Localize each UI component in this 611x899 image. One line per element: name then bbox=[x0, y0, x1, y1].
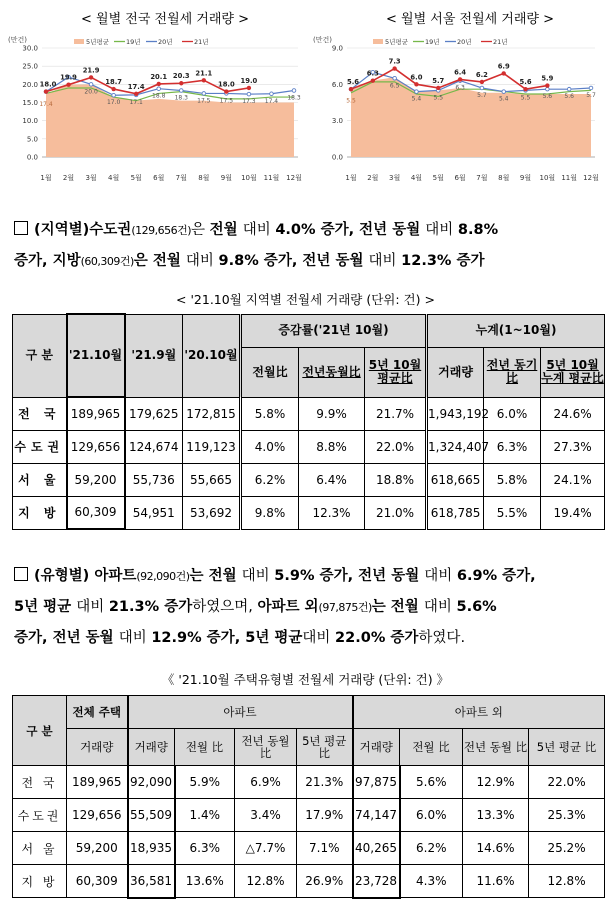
data-label-20: 17.0 bbox=[106, 99, 121, 107]
type-summary: (유형별) 아파트(92,090건)는 전월 대비 5.9% 증가, 전년 동월 대비 6.9% 증가, 5년 평균 대비 21.3% 증가하였으며, 아파트 외(97,875건)는 전월 대비 5.6% 증가, 전년 동월 대비 12.9% 증가, 5년 평균대비 22.0% 증가하였다. bbox=[14, 568, 536, 646]
col-cum-vol: 거래량 bbox=[427, 347, 484, 397]
col2-apt-mom: 전월 比 bbox=[175, 729, 235, 766]
cell-apt_5y: 21.3% bbox=[297, 766, 353, 799]
cell-non_yoy: 13.3% bbox=[463, 799, 529, 832]
point-21 bbox=[247, 86, 251, 90]
x-tick-label: 3월 bbox=[85, 174, 97, 182]
data-label-20: 18.3 bbox=[174, 94, 188, 102]
cell-mom: 5.8% bbox=[241, 397, 299, 430]
data-label-21: 5.7 bbox=[432, 76, 445, 85]
point-20 bbox=[589, 86, 593, 90]
col-5y: 5년 10월 평균比 bbox=[365, 347, 427, 397]
data-label-20: 5.7 bbox=[586, 91, 596, 99]
table-row bbox=[13, 865, 605, 898]
point-21 bbox=[392, 66, 396, 70]
cell-cum_yoy: 5.5% bbox=[484, 496, 541, 529]
cell-non_mom: 6.0% bbox=[400, 799, 463, 832]
data-label-21: 21.9 bbox=[82, 66, 100, 75]
cell-cur: 129,656 bbox=[67, 430, 125, 463]
data-label-21: 5.6 bbox=[519, 78, 532, 87]
cell-non: 97,875 bbox=[353, 766, 400, 799]
cell-total: 189,965 bbox=[67, 766, 128, 799]
x-tick-label: 2월 bbox=[62, 174, 75, 182]
col2-apt-yoy: 전년 동월 比 bbox=[235, 729, 297, 766]
cell-cum_yoy: 6.0% bbox=[484, 397, 541, 430]
point-20 bbox=[546, 87, 550, 91]
cell-non_mom: 6.2% bbox=[400, 832, 463, 865]
data-label-21: 21.1 bbox=[195, 69, 213, 78]
x-tick-label: 6월 bbox=[153, 174, 165, 182]
data-label-20: 17.1 bbox=[129, 98, 143, 106]
point-20 bbox=[393, 76, 397, 80]
y-tick-label: 25.0 bbox=[22, 62, 38, 71]
y-tick-label: 10.0 bbox=[22, 117, 38, 126]
col-prev: '21.9월 bbox=[125, 314, 183, 397]
point-20 bbox=[292, 89, 296, 93]
cell-prev: 54,951 bbox=[125, 496, 183, 529]
y-tick-label: 30.0 bbox=[22, 44, 38, 53]
x-tick-label: 5월 bbox=[130, 174, 142, 182]
table-row bbox=[13, 766, 605, 799]
cell-cum_yoy: 6.3% bbox=[484, 430, 541, 463]
y-tick-label: 3.0 bbox=[331, 117, 343, 126]
table-row bbox=[13, 397, 605, 430]
data-label-20: 6.3 bbox=[455, 84, 465, 92]
data-label-21: 18.7 bbox=[105, 78, 123, 87]
cell-apt_yoy: 12.8% bbox=[235, 865, 297, 898]
point-20 bbox=[270, 92, 274, 96]
legend-swatch bbox=[373, 39, 383, 44]
cell-non: 74,147 bbox=[353, 799, 400, 832]
x-tick-label: 10월 bbox=[539, 174, 556, 182]
data-label-21: 17.4 bbox=[127, 82, 145, 91]
point-21 bbox=[224, 89, 228, 93]
x-tick-label: 1월 bbox=[40, 174, 52, 182]
legend-entry: 19년 bbox=[425, 38, 440, 46]
cell-non_5y: 25.3% bbox=[529, 799, 605, 832]
point-21 bbox=[66, 82, 70, 86]
data-label-21: 6.4 bbox=[454, 68, 467, 77]
col2-apt-vol: 거래량 bbox=[128, 729, 175, 766]
data-label-21: 18.0 bbox=[217, 80, 235, 89]
point-20 bbox=[415, 90, 419, 94]
cell-non_mom: 4.3% bbox=[400, 865, 463, 898]
col2-apt-5y: 5년 평균 比 bbox=[297, 729, 353, 766]
legend-entry: 5년평균 bbox=[86, 38, 109, 46]
x-tick-label: 2월 bbox=[367, 174, 379, 182]
table1-caption: < '21.10월 지역별 전월세 거래량 (단위: 건) > bbox=[176, 292, 435, 307]
y-tick-label: 15.0 bbox=[22, 99, 38, 107]
cell-apt: 36,581 bbox=[128, 865, 175, 898]
x-tick-label: 9월 bbox=[519, 174, 532, 182]
cell-non_yoy: 14.6% bbox=[463, 832, 529, 865]
data-label-20: 5.5 bbox=[433, 94, 444, 102]
x-tick-label: 6월 bbox=[454, 174, 466, 182]
cell-cur: 189,965 bbox=[67, 397, 125, 430]
cell-lastyr: 55,665 bbox=[183, 463, 241, 496]
y-tick-label: 0.0 bbox=[26, 153, 38, 162]
cell-apt_mom: 1.4% bbox=[175, 799, 235, 832]
cell-apt_mom: 5.9% bbox=[175, 766, 235, 799]
data-label-21: 18.0 bbox=[39, 80, 57, 89]
cell-avg5: 18.8% bbox=[365, 463, 427, 496]
cell-non_5y: 12.8% bbox=[529, 865, 605, 898]
cell-cum_5y: 24.6% bbox=[541, 397, 605, 430]
region-summary: (지역별)수도권(129,656건)은 전월 대비 4.0% 증가, 전년 동월 대비 8.8% 증가, 지방(60,309건)은 전월 대비 9.8% 증가, 전년 동월 대비 12.3% 증가 bbox=[14, 222, 499, 269]
cell-apt: 18,935 bbox=[128, 832, 175, 865]
col2-non-mom: 전월 比 bbox=[400, 729, 463, 766]
cell-lastyr: 172,815 bbox=[183, 397, 241, 430]
cell-yoy: 12.3% bbox=[299, 496, 365, 529]
cell-avg5: 21.0% bbox=[365, 496, 427, 529]
cell-label: 수도권 bbox=[13, 430, 67, 463]
x-tick-label: 5월 bbox=[432, 174, 444, 182]
cell-apt: 92,090 bbox=[128, 766, 175, 799]
cell-total: 129,656 bbox=[67, 799, 128, 832]
point-21 bbox=[44, 89, 48, 93]
data-label-20: 17.5 bbox=[197, 97, 211, 105]
data-label-21: 5.6 bbox=[346, 78, 360, 87]
cell-apt_5y: 7.1% bbox=[297, 832, 353, 865]
data-label-21: 7.3 bbox=[388, 57, 401, 66]
y-tick-label: 5.0 bbox=[26, 135, 38, 144]
point-20 bbox=[179, 89, 183, 93]
cell-label: 지 방 bbox=[13, 496, 67, 529]
data-label-avg: 5.5 bbox=[346, 97, 356, 105]
cell-apt_5y: 26.9% bbox=[297, 865, 353, 898]
point-20 bbox=[480, 86, 484, 90]
col2-non-yoy: 전년 동월 比 bbox=[463, 729, 529, 766]
col2-non-5y: 5년 평균 比 bbox=[529, 729, 605, 766]
table2-caption: 《 '21.10월 주택유형별 전월세 거래량 (단위: 건) 》 bbox=[161, 672, 450, 687]
cell-mom: 9.8% bbox=[241, 496, 299, 529]
cell-total: 59,200 bbox=[67, 832, 128, 865]
cell-label: 서 울 bbox=[13, 463, 67, 496]
x-tick-label: 11월 bbox=[561, 174, 578, 182]
col-cum-5y: 5년 10월누계 평균比 bbox=[541, 347, 605, 397]
point-21 bbox=[134, 92, 138, 96]
x-tick-label: 1월 bbox=[345, 174, 357, 182]
cell-yoy: 6.4% bbox=[299, 463, 365, 496]
col-cum-yoy: 전년 동기比 bbox=[484, 347, 541, 397]
y-tick-label: 6.0 bbox=[331, 80, 343, 89]
point-20 bbox=[112, 93, 116, 97]
x-tick-label: 4월 bbox=[108, 174, 120, 182]
point-21 bbox=[523, 87, 527, 91]
point-20 bbox=[157, 87, 161, 91]
point-21 bbox=[545, 83, 549, 87]
seoul-chart-title: < 월별 서울 전월세 거래량 > bbox=[385, 12, 555, 27]
x-tick-label: 7월 bbox=[476, 174, 488, 182]
col2-apt: 아파트 bbox=[128, 696, 353, 729]
cell-cur: 60,309 bbox=[67, 496, 125, 529]
x-tick-label: 8월 bbox=[498, 174, 510, 182]
cell-non: 40,265 bbox=[353, 832, 400, 865]
cell-cum_5y: 19.4% bbox=[541, 496, 605, 529]
x-tick-label: 12월 bbox=[583, 174, 599, 182]
cell-label: 지 방 bbox=[13, 865, 67, 898]
data-label-21: 19.9 bbox=[60, 73, 77, 82]
x-tick-label: 3월 bbox=[389, 174, 401, 182]
data-label-21: 6.3 bbox=[366, 69, 379, 78]
cell-non_yoy: 11.6% bbox=[463, 865, 529, 898]
data-label-20: 5.5 bbox=[520, 94, 531, 102]
point-21 bbox=[179, 81, 183, 85]
cell-total: 60,309 bbox=[67, 865, 128, 898]
cell-cum_5y: 27.3% bbox=[541, 430, 605, 463]
cell-mom: 6.2% bbox=[241, 463, 299, 496]
legend-entry: 5년평균 bbox=[385, 38, 408, 46]
legend-entry: 20년 bbox=[158, 38, 173, 46]
cell-yoy: 9.9% bbox=[299, 397, 365, 430]
cell-cum_yoy: 5.8% bbox=[484, 463, 541, 496]
data-label-20: 17.3 bbox=[242, 98, 256, 106]
region-table bbox=[12, 313, 605, 530]
cell-non_mom: 5.6% bbox=[400, 766, 463, 799]
x-tick-label: 12월 bbox=[286, 174, 302, 182]
cell-label: 서 울 bbox=[13, 832, 67, 865]
national-line-chart bbox=[0, 30, 305, 190]
cell-non: 23,728 bbox=[353, 865, 400, 898]
national-chart-title: < 월별 전국 전월세 거래량 > bbox=[80, 12, 250, 27]
cell-mom: 4.0% bbox=[241, 430, 299, 463]
data-label-avg: 17.4 bbox=[39, 100, 53, 108]
table-row bbox=[13, 799, 605, 832]
col2-non-vol: 거래량 bbox=[353, 729, 400, 766]
col2-total-vol: 거래량 bbox=[67, 729, 128, 766]
point-21 bbox=[414, 82, 418, 86]
cell-avg5: 21.7% bbox=[365, 397, 427, 430]
point-21 bbox=[458, 77, 462, 81]
cell-prev: 55,736 bbox=[125, 463, 183, 496]
data-label-20: 6.5 bbox=[389, 82, 400, 90]
legend-entry: 19년 bbox=[126, 38, 141, 46]
point-21 bbox=[436, 86, 440, 90]
point-21 bbox=[480, 80, 484, 84]
cell-apt: 55,509 bbox=[128, 799, 175, 832]
data-label-20: 5.6 bbox=[542, 93, 553, 101]
point-21 bbox=[502, 71, 506, 75]
data-label-20: 5.4 bbox=[411, 95, 422, 103]
data-label-20: 5.7 bbox=[477, 91, 487, 99]
cell-yoy: 8.8% bbox=[299, 430, 365, 463]
cell-apt_5y: 17.9% bbox=[297, 799, 353, 832]
legend-entry: 21년 bbox=[493, 38, 508, 46]
col-mom: 전월比 bbox=[241, 347, 299, 397]
point-21 bbox=[349, 87, 353, 91]
cell-apt_yoy: 3.4% bbox=[235, 799, 297, 832]
data-label-21: 20.1 bbox=[150, 72, 168, 81]
cell-lastyr: 119,123 bbox=[183, 430, 241, 463]
legend-entry: 21년 bbox=[194, 38, 209, 46]
table-row bbox=[13, 832, 605, 865]
y-tick-label: 0.0 bbox=[331, 153, 343, 162]
point-20 bbox=[89, 83, 93, 87]
point-20 bbox=[502, 90, 506, 94]
cell-non_5y: 25.2% bbox=[529, 832, 605, 865]
point-21 bbox=[371, 79, 375, 83]
point-21 bbox=[89, 75, 93, 79]
table-row bbox=[13, 430, 605, 463]
cell-non_5y: 22.0% bbox=[529, 766, 605, 799]
data-label-21: 19.0 bbox=[240, 76, 258, 85]
cell-cur: 59,200 bbox=[67, 463, 125, 496]
data-label-20: 20.0 bbox=[84, 88, 98, 96]
cell-apt_yoy: 6.9% bbox=[235, 766, 297, 799]
y-unit-label: (만건) bbox=[313, 36, 332, 44]
data-label-20: 18.8 bbox=[152, 92, 166, 100]
col2-total: 전체 주택 bbox=[67, 696, 128, 729]
table-row bbox=[13, 463, 605, 496]
x-tick-label: 4월 bbox=[410, 174, 423, 182]
point-20 bbox=[202, 92, 206, 96]
col-yoy: 전년동월比 bbox=[299, 347, 365, 397]
point-21 bbox=[111, 87, 115, 91]
cell-lastyr: 53,692 bbox=[183, 496, 241, 529]
data-label-21: 6.9 bbox=[497, 62, 510, 71]
data-label-20: 17.4 bbox=[264, 97, 279, 105]
data-label-20: 5.6 bbox=[564, 93, 574, 101]
point-21 bbox=[157, 82, 161, 86]
cell-prev: 179,625 bbox=[125, 397, 183, 430]
x-tick-label: 7월 bbox=[175, 174, 187, 182]
col2-gubun: 구 분 bbox=[13, 696, 67, 766]
data-label-20: 18.3 bbox=[287, 94, 301, 102]
y-unit-label: (만건) bbox=[8, 36, 27, 44]
series-5yr-avg-area bbox=[46, 84, 294, 157]
cell-cum: 1,324,407 bbox=[427, 430, 484, 463]
data-label-21: 20.3 bbox=[172, 72, 190, 81]
cell-avg5: 22.0% bbox=[365, 430, 427, 463]
y-tick-label: 9.0 bbox=[331, 44, 343, 53]
point-20 bbox=[567, 87, 571, 91]
checkbox-icon bbox=[14, 221, 28, 235]
y-tick-label: 20.0 bbox=[22, 80, 38, 89]
legend-entry: 20년 bbox=[457, 38, 472, 46]
cell-label: 전 국 bbox=[13, 766, 67, 799]
cell-prev: 124,674 bbox=[125, 430, 183, 463]
col2-nonapt: 아파트 외 bbox=[353, 696, 605, 729]
cell-cum: 618,785 bbox=[427, 496, 484, 529]
col-rate: 증감률('21년 10월) bbox=[241, 314, 427, 347]
x-tick-label: 8월 bbox=[198, 174, 210, 182]
cell-apt_mom: 13.6% bbox=[175, 865, 235, 898]
cell-apt_mom: 6.3% bbox=[175, 832, 235, 865]
cell-non_yoy: 12.9% bbox=[463, 766, 529, 799]
cell-label: 전 국 bbox=[13, 397, 67, 430]
cell-cum_5y: 24.1% bbox=[541, 463, 605, 496]
data-label-21: 6.2 bbox=[475, 70, 488, 79]
point-20 bbox=[247, 92, 251, 96]
col-gubun: 구 분 bbox=[13, 314, 67, 397]
col-cur: '21.10월 bbox=[67, 314, 125, 397]
col-lastyr: '20.10월 bbox=[183, 314, 241, 397]
point-21 bbox=[202, 78, 206, 82]
data-label-21: 6.0 bbox=[410, 73, 423, 82]
cell-cum: 618,665 bbox=[427, 463, 484, 496]
x-tick-label: 10월 bbox=[241, 174, 257, 182]
data-label-21: 5.9 bbox=[541, 74, 554, 83]
table-row bbox=[13, 496, 605, 529]
legend-swatch bbox=[74, 39, 84, 44]
cell-cum: 1,943,192 bbox=[427, 397, 484, 430]
checkbox-icon bbox=[14, 567, 28, 581]
x-tick-label: 9월 bbox=[220, 174, 232, 182]
cell-apt_yoy: △7.7% bbox=[235, 832, 297, 865]
type-table bbox=[12, 695, 605, 899]
x-tick-label: 11월 bbox=[263, 174, 280, 182]
col-cum: 누계(1~10월) bbox=[427, 314, 605, 347]
cell-label: 수도권 bbox=[13, 799, 67, 832]
data-label-20: 5.4 bbox=[498, 95, 509, 103]
data-label-20: 17.5 bbox=[219, 97, 234, 105]
seoul-line-chart bbox=[305, 30, 611, 190]
